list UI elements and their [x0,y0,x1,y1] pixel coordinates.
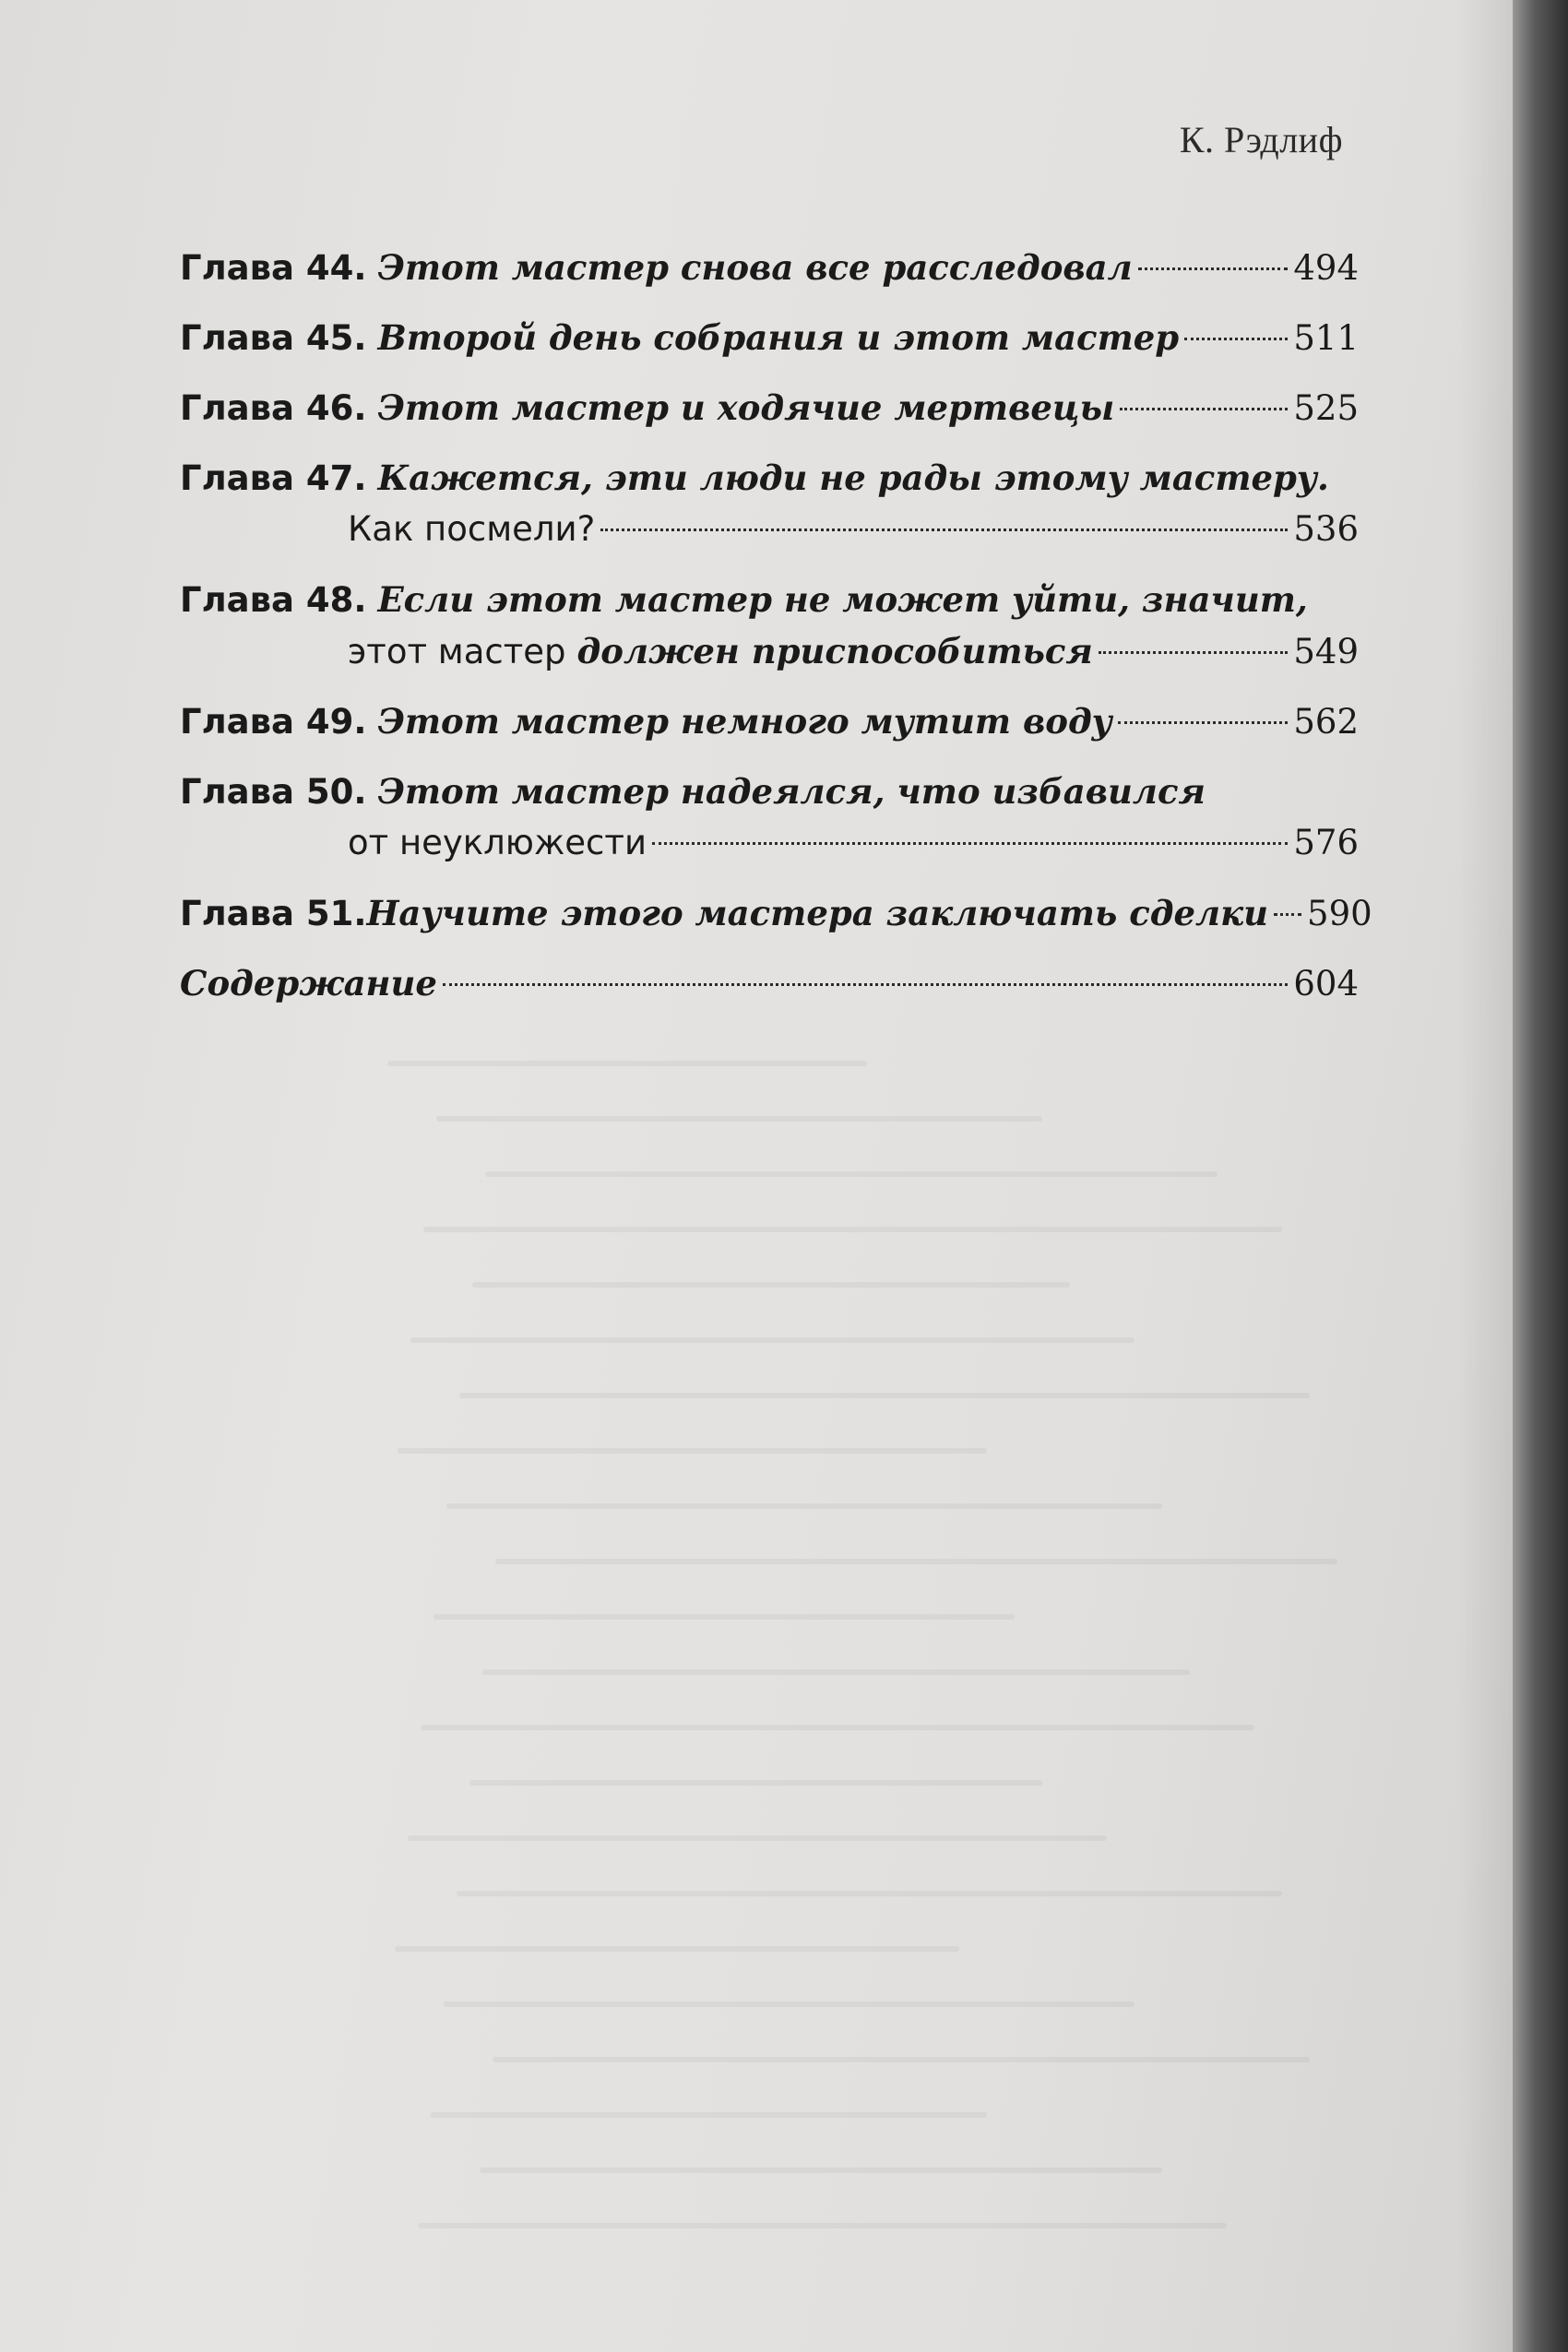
toc-entry-line [180,887,1372,939]
chapter-label: Глава 45. [180,318,367,358]
leader-dots [600,529,1288,531]
leader-dots [1138,267,1289,270]
show-through-line [431,2112,987,2118]
toc-entry-line [180,574,1359,625]
show-through-line [459,1393,1310,1398]
leader-dots [443,983,1288,986]
toc-entry-line [180,766,1359,817]
toc-entry [180,382,1359,434]
show-through-line [446,1503,1162,1509]
toc-entry [180,695,1359,747]
chapter-title: Этот мастер немного мутит воду [377,701,1112,742]
chapter-title-continued: Как посмели? [348,509,596,549]
toc-entry [180,887,1372,939]
show-through-line [398,1448,987,1454]
chapter-title: Этот мастер надеялся, что избавился [377,771,1206,812]
toc-entry-continuation [180,625,1359,677]
page-number: 604 [1293,964,1359,1004]
chapter-label: Глава 49. [180,702,367,742]
show-through-line [469,1780,1042,1786]
show-through-line [434,1614,1015,1620]
show-through-line [421,1725,1254,1730]
page-number: 525 [1293,388,1359,428]
chapter-label: Глава 47. [180,458,367,498]
page-number: 576 [1293,823,1359,862]
chapter-title: Кажется, эти люди не рады этому мастеру. [377,457,1329,498]
chapter-label: Глава 48. [180,580,367,620]
toc-entry [180,312,1359,363]
chapter-label: Глава 51. [180,894,367,933]
show-through-line [495,1559,1337,1564]
page-number: 562 [1293,702,1359,742]
chapter-label: Глава 50. [180,772,367,812]
show-through-line [480,2168,1162,2173]
toc-entry [180,452,1359,555]
show-through-line [408,1835,1107,1841]
chapter-title: Этот мастер снова все расследовал [377,247,1133,288]
toc-entry-contents [180,957,1359,1009]
toc-entry-line [180,695,1359,747]
chapter-label: Глава 46. [180,388,367,428]
toc-entry-continuation [180,817,1359,869]
running-head-author: К. Рэдлиф [1179,119,1343,160]
chapter-title: Этот мастер и ходячие мертвецы [377,387,1115,428]
chapter-title: Если этот мастер не может уйти, значит, [377,579,1308,620]
show-through-line [493,2057,1310,2062]
toc-entry-line [180,452,1359,504]
page-number: 494 [1293,248,1359,288]
leader-dots [1120,408,1288,410]
show-through-line [485,1171,1218,1177]
show-through-line [410,1337,1134,1343]
show-through-line [436,1116,1042,1122]
table-of-contents [180,242,1372,1028]
chapter-title: Научите этого мастера заключать сделки [366,893,1269,933]
toc-entry-line [180,382,1359,434]
chapter-title-continued: от неуклюжести [348,823,647,862]
show-through-line [395,1946,959,1952]
toc-entry-line [180,312,1359,363]
leader-dots [1118,721,1289,724]
chapter-title: Второй день собрания и этот мастер [377,317,1180,358]
toc-entry [180,242,1359,293]
show-through-line [387,1061,867,1066]
toc-entry [180,574,1359,677]
leader-dots [1184,338,1288,340]
page-number: 536 [1293,509,1359,549]
contents-title: Содержание [180,963,437,1004]
page-number: 549 [1293,632,1359,671]
page-number: 511 [1293,318,1359,358]
show-through-line [482,1669,1190,1675]
leader-dots [1274,913,1301,916]
toc-entry-continuation [180,504,1359,555]
leader-dots [652,842,1288,845]
show-through-line [457,1891,1282,1896]
chapter-title-continued-italic: должен приспособиться [576,631,1093,671]
book-edge [1513,0,1568,2352]
toc-entry [180,766,1359,869]
page-shading [1457,0,1513,2352]
toc-entry-line [180,242,1359,293]
chapter-label: Глава 44. [180,248,367,288]
show-through-line [472,1282,1070,1288]
page-number: 590 [1307,894,1372,933]
toc-entry-line [180,957,1359,1009]
show-through-line [444,2002,1134,2007]
leader-dots [1099,651,1288,654]
chapter-title-continued: этот мастер [348,632,566,671]
show-through-line [418,2223,1227,2228]
show-through-line [423,1227,1282,1232]
